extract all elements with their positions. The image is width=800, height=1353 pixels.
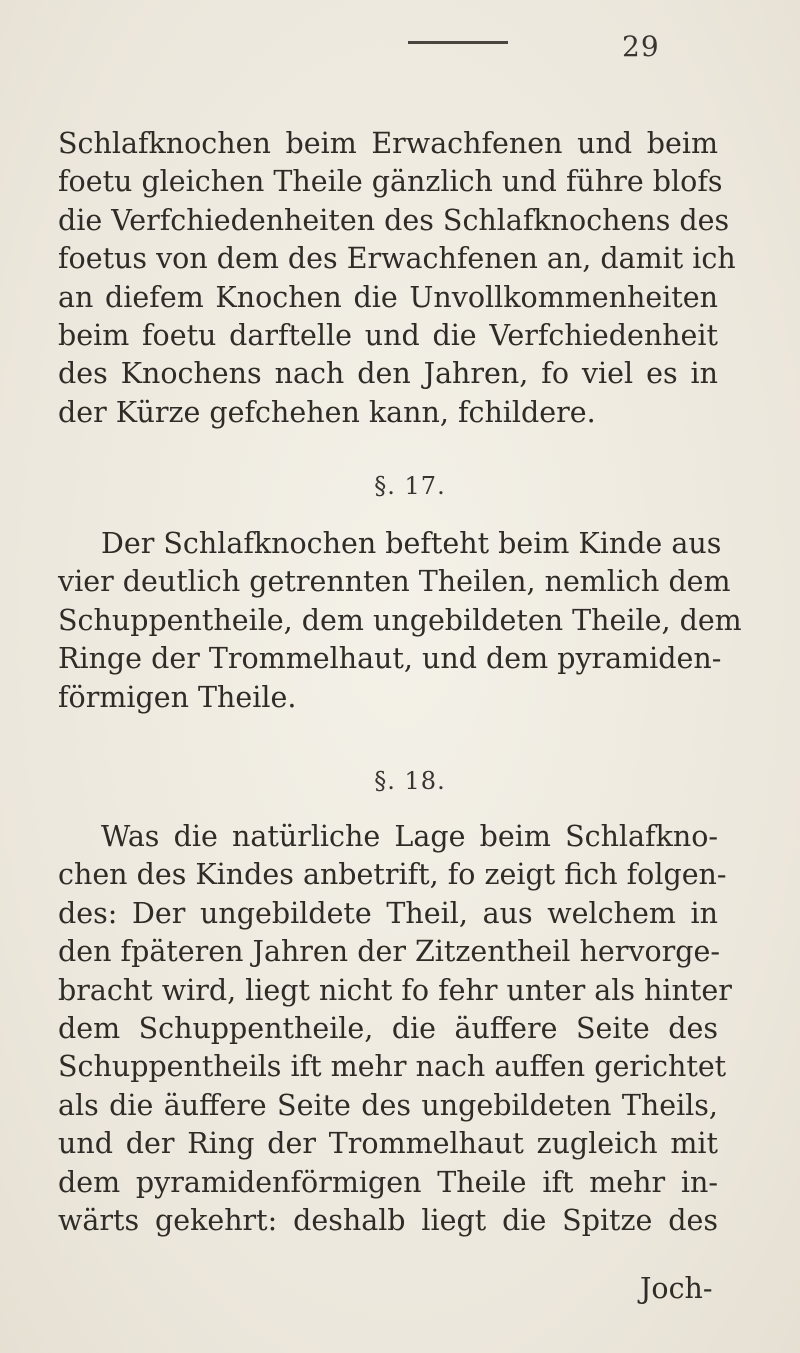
text-line: wärts gekehrt: deshalb liegt die Spitze des (58, 1203, 718, 1237)
text-line: den fpäteren Jahren der Zitzentheil hervorge- (58, 935, 721, 969)
page-number: 29 (622, 30, 660, 63)
text-line: der Kürze gefchehen kann, fchildere. (58, 395, 596, 429)
text-line: Ringe der Trommelhaut, und dem pyramiden- (58, 642, 722, 676)
header-rule (408, 41, 508, 44)
text-line: chen des Kindes anbetrift, fo zeigt fich folgen- (58, 858, 727, 892)
text-line: und der Ring der Trommelhaut zugleich mit (58, 1127, 718, 1161)
catchword: Joch- (640, 1272, 713, 1305)
paragraph-1 (58, 125, 736, 432)
text-line: dem Schuppentheile, die äuffere Seite des (58, 1011, 718, 1045)
section-heading-18: §. 18. (374, 767, 446, 795)
text-line: foetu gleichen Theile gänzlich und führe blofs (58, 165, 723, 199)
text-line: foetus von dem des Erwachfenen an, damit ich (58, 242, 736, 276)
text-line: die Verfchiedenheiten des Schlafknochens des (58, 203, 730, 237)
text-line: Schuppentheils ift mehr nach auffen gerichtet (58, 1050, 727, 1084)
text-line: des Knochens nach den Jahren, fo viel es in (58, 357, 718, 391)
text-line: vier deutlich getrennten Theilen, nemlich dem (58, 565, 731, 599)
paragraph-section-18 (58, 818, 732, 1240)
text-line: Schlafknochen beim Erwachfenen und beim (58, 127, 718, 160)
text-line: an diefem Knochen die Unvollkommenheiten (58, 280, 718, 314)
text-line: als die äuffere Seite des ungebildeten Theils, (58, 1088, 718, 1122)
text-line: beim foetu darftelle und die Verfchiedenheit (58, 318, 718, 352)
text-line: bracht wird, liegt nicht fo fehr unter als hinter (58, 973, 732, 1007)
text-line: förmigen Theile. (58, 680, 297, 714)
text-line: Schuppentheile, dem ungebildeten Theile, dem (58, 603, 742, 637)
text-line: des: Der ungebildete Theil, aus welchem in (58, 896, 718, 930)
text-line: Was die natürliche Lage beim Schlafkno- (101, 820, 718, 853)
paragraph-section-17 (58, 525, 742, 717)
text-line: dem pyramidenförmigen Theile ift mehr in- (58, 1165, 718, 1199)
text-line: Der Schlafknochen befteht beim Kinde aus (101, 527, 722, 560)
section-heading-17: §. 17. (374, 472, 446, 500)
